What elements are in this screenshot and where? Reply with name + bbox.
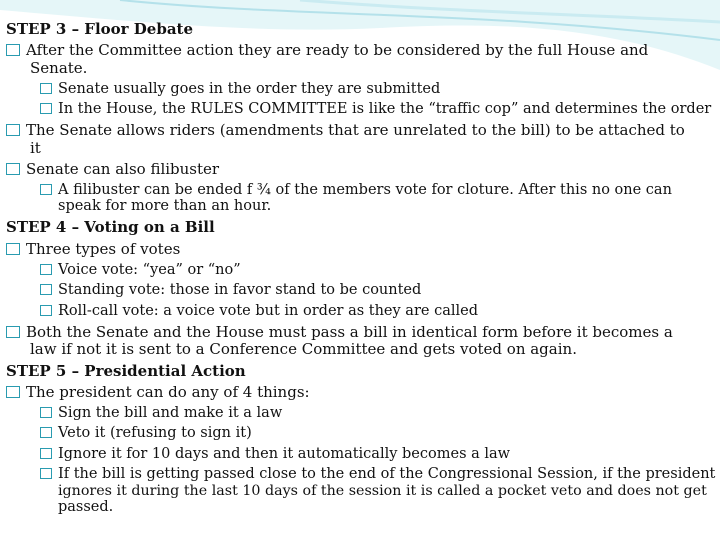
sub-bullet-item: Roll-call vote: a voice vote but in order as they are called bbox=[40, 303, 478, 320]
box-bullet-icon bbox=[6, 163, 20, 175]
box-bullet-icon bbox=[40, 184, 52, 195]
step4-heading: STEP 4 – Voting on a Bill bbox=[6, 218, 215, 236]
sub-bullet-item: Standing vote: those in favor stand to be counted bbox=[40, 282, 421, 299]
box-bullet-icon bbox=[40, 427, 52, 438]
sub-bullet-item: If the bill is getting passed close to the end of the Congressional Session, if the president bbox=[40, 466, 715, 483]
bullet-continuation: law if not it is sent to a Conference Committee and gets voted on again. bbox=[30, 340, 577, 358]
sub-bullet-continuation: speak for more than an hour. bbox=[58, 198, 272, 214]
bullet-item: Both the Senate and the House must pass a bill in identical form before it becomes a bbox=[6, 324, 673, 341]
box-bullet-icon bbox=[6, 326, 20, 338]
bullet-item: The president can do any of 4 things: bbox=[6, 384, 310, 401]
bullet-item: Three types of votes bbox=[6, 241, 180, 258]
box-bullet-icon bbox=[40, 407, 52, 418]
sub-bullet-item: In the House, the RULES COMMITTEE is like the “traffic cop” and determines the order bbox=[40, 101, 711, 118]
box-bullet-icon bbox=[40, 284, 52, 295]
box-bullet-icon bbox=[40, 305, 52, 316]
sub-bullet-item: Ignore it for 10 days and then it automatically becomes a law bbox=[40, 446, 510, 463]
sub-bullet-continuation: ignores it during the last 10 days of the session it is called a pocket veto and does not get bbox=[58, 483, 707, 499]
box-bullet-icon bbox=[6, 124, 20, 136]
box-bullet-icon bbox=[6, 386, 20, 398]
box-bullet-icon bbox=[40, 83, 52, 94]
bullet-continuation: it bbox=[30, 139, 41, 157]
step3-heading: STEP 3 – Floor Debate bbox=[6, 20, 194, 38]
box-bullet-icon bbox=[40, 468, 52, 479]
bullet-item: Senate can also filibuster bbox=[6, 161, 219, 178]
sub-bullet-item: Voice vote: “yea” or “no” bbox=[40, 262, 241, 279]
box-bullet-icon bbox=[40, 264, 52, 275]
sub-bullet-item: Veto it (refusing to sign it) bbox=[40, 425, 252, 442]
box-bullet-icon bbox=[40, 103, 52, 114]
bullet-continuation: Senate. bbox=[30, 59, 88, 77]
bullet-item: After the Committee action they are ready to be considered by the full House and bbox=[6, 42, 648, 59]
sub-bullet-continuation: passed. bbox=[58, 499, 114, 515]
box-bullet-icon bbox=[6, 243, 20, 255]
sub-bullet-item: A filibuster can be ended f ¾ of the members vote for cloture. After this no one can bbox=[40, 182, 672, 199]
bullet-item: The Senate allows riders (amendments that are unrelated to the bill) to be attached to bbox=[6, 122, 685, 139]
box-bullet-icon bbox=[6, 44, 20, 56]
box-bullet-icon bbox=[40, 448, 52, 459]
sub-bullet-item: Sign the bill and make it a law bbox=[40, 405, 282, 422]
sub-bullet-item: Senate usually goes in the order they are submitted bbox=[40, 81, 440, 98]
step5-heading: STEP 5 – Presidential Action bbox=[6, 362, 246, 380]
